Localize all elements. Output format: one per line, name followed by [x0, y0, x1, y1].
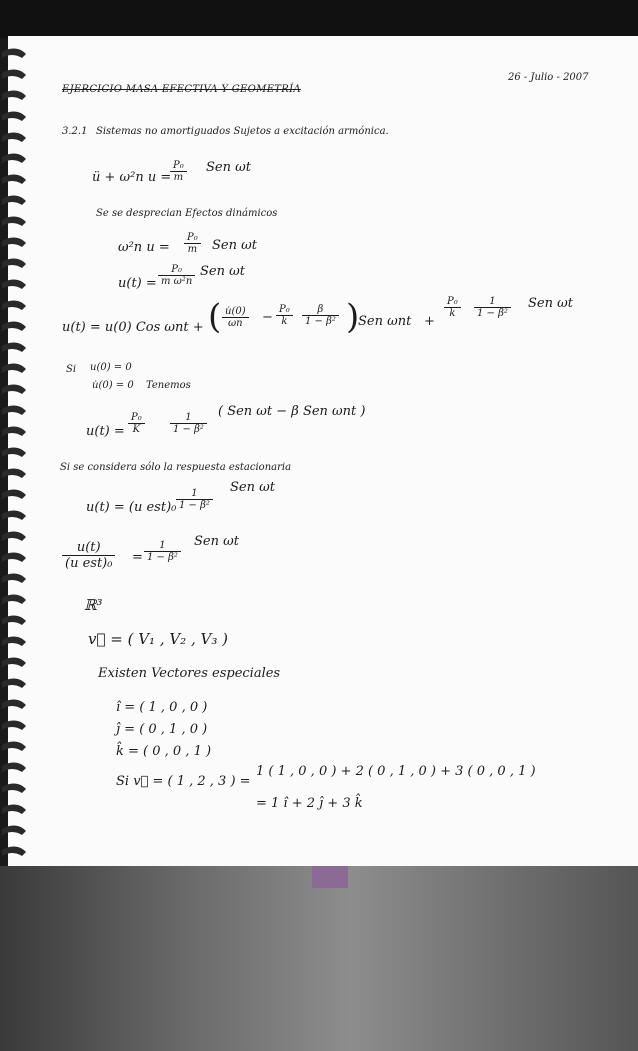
spiral-coil — [2, 720, 26, 730]
eq4-frac5-num: 1 — [474, 296, 511, 308]
spiral-coil — [2, 636, 26, 646]
spiral-coil — [2, 783, 26, 793]
header-date: 26 - Julio - 2007 — [508, 72, 589, 83]
spiral-coil — [2, 678, 26, 688]
eq2-den: m — [187, 244, 198, 255]
eq4-frac2-num: P₀ — [276, 304, 293, 316]
vector-v: v⃗ = ( V₁ , V₂ , V₃ ) — [88, 630, 228, 648]
cond-u0: u(0) = 0 — [90, 362, 132, 373]
eq2-rhs: Sen ωt — [212, 238, 257, 253]
spiral-coil — [2, 699, 26, 709]
eq7-frac2 — [144, 540, 181, 563]
eq3-num: P₀ — [158, 264, 195, 276]
note1: Se se desprecian Efectos dinámicos — [96, 208, 278, 219]
eq4-frac4-den: k — [449, 308, 456, 319]
eq4-frac3 — [302, 304, 339, 327]
eq1-num: P₀ — [170, 160, 187, 172]
header-title: EJERCICIO MASA EFECTIVA Y GEOMETRÍA — [62, 84, 301, 95]
eq4-minus: − — [262, 310, 273, 325]
spiral-coil — [2, 615, 26, 625]
spiral-coil — [2, 300, 26, 310]
eq5-frac2-den: 1 − β² — [173, 424, 204, 435]
spiral-coil — [2, 48, 26, 58]
spiral-coil — [2, 195, 26, 205]
cond-si: Si — [66, 364, 77, 375]
eq1-den: m — [173, 172, 184, 183]
eq5-frac2 — [170, 412, 207, 435]
spiral-coil — [2, 216, 26, 226]
notebook-page — [8, 36, 638, 866]
eq3-den: m ω²n — [161, 276, 193, 287]
section-number: 3.2.1 — [62, 126, 88, 137]
eq5-frac1-den: K — [132, 424, 141, 435]
eq4-frac4-num: P₀ — [444, 296, 461, 308]
spiral-coil — [2, 573, 26, 583]
spiral-coil — [2, 468, 26, 478]
eq5-frac1-num: P₀ — [128, 412, 145, 424]
section-heading: Sistemas no amortiguados Sujetos a excitación armónica. — [96, 126, 389, 137]
spiral-coil — [2, 321, 26, 331]
note2: Si se considera sólo la respuesta estacionaria — [60, 462, 292, 473]
notebook-tab — [312, 866, 348, 888]
eq4-frac2 — [276, 304, 293, 327]
cond-udot0: u̇(0) = 0 — [92, 380, 134, 391]
eq5-lhs: u(t) = — [86, 424, 125, 439]
si-line: Si v⃗ = ( 1 , 2 , 3 ) = — [116, 774, 251, 789]
eq4-frac1-den: ωn — [228, 318, 243, 329]
spiral-coil — [2, 405, 26, 415]
eq4-frac5-den: 1 − β² — [477, 308, 508, 319]
eq2-fraction — [184, 232, 201, 255]
eq4-frac5 — [474, 296, 511, 319]
eq4-frac4 — [444, 296, 461, 319]
spiral-coil — [2, 69, 26, 79]
scan-background — [0, 866, 638, 1051]
spiral-coil — [2, 111, 26, 121]
eq5-frac1 — [128, 412, 145, 435]
spiral-coil — [2, 174, 26, 184]
eq4-frac3-den: 1 − β² — [305, 316, 336, 327]
eq7-rhs: Sen ωt — [194, 534, 239, 549]
eq7-fraction — [62, 540, 115, 571]
eq6-num: 1 — [176, 488, 213, 500]
spiral-coil — [2, 342, 26, 352]
eq6-lhs: u(t) = (u est)₀ — [86, 500, 177, 515]
eq3-fraction — [158, 264, 195, 287]
spiral-coil — [2, 762, 26, 772]
eq4-open-paren: ( — [208, 297, 222, 337]
eq4-close-paren: ) — [346, 297, 360, 337]
scan-top-border — [0, 0, 638, 38]
spiral-coil — [2, 657, 26, 667]
eq7-den: (u est)₀ — [65, 556, 113, 571]
spiral-coil — [2, 510, 26, 520]
eq5-rhs: ( Sen ωt − β Sen ωnt ) — [218, 404, 366, 419]
eq6-den: 1 − β² — [179, 500, 210, 511]
unit-vector-k: k̂ = ( 0 , 0 , 1 ) — [116, 744, 212, 759]
unit-vector-i: î = ( 1 , 0 , 0 ) — [116, 700, 208, 715]
spiral-coil — [2, 132, 26, 142]
eq1-fraction — [170, 160, 187, 183]
result-line: = 1 î + 2 ĵ + 3 k̂ — [256, 796, 363, 811]
eq2-lhs: ω²n u = — [118, 240, 170, 255]
eq2-num: P₀ — [184, 232, 201, 244]
spiral-coil — [2, 363, 26, 373]
cond-tenemos: Tenemos — [146, 380, 191, 391]
spiral-coil — [2, 90, 26, 100]
spiral-coil — [2, 552, 26, 562]
r3-label: ℝ³ — [84, 596, 103, 614]
eq7-frac2-den: 1 − β² — [147, 552, 178, 563]
spiral-coil — [2, 426, 26, 436]
eq4-frac1 — [222, 306, 249, 329]
eq6-fraction — [176, 488, 213, 511]
spiral-coil — [2, 741, 26, 751]
eq4-frac1-num: u̇(0) — [222, 306, 249, 318]
unit-vector-j: ĵ = ( 0 , 1 , 0 ) — [116, 722, 208, 737]
spiral-coil — [2, 237, 26, 247]
spiral-coil — [2, 804, 26, 814]
spiral-coil — [2, 489, 26, 499]
spiral-coil — [2, 258, 26, 268]
eq1-rhs: Sen ωt — [206, 160, 251, 175]
spiral-coil — [2, 594, 26, 604]
eq4-lhs: u(t) = u(0) Cos ωnt + — [62, 320, 204, 335]
eq4-frac3-num: β — [302, 304, 339, 316]
eq6-rhs: Sen ωt — [230, 480, 275, 495]
eq7-eq: = — [132, 550, 143, 565]
eq5-frac2-num: 1 — [170, 412, 207, 424]
eq4-frac2-den: k — [281, 316, 288, 327]
eq4-after: Sen ωnt — [358, 314, 412, 329]
eq3-rhs: Sen ωt — [200, 264, 245, 279]
eq3-lhs: u(t) = — [118, 276, 157, 291]
spiral-binding-icon — [0, 40, 30, 870]
eq4-plus: + — [424, 314, 435, 329]
si-expand: 1 ( 1 , 0 , 0 ) + 2 ( 0 , 1 , 0 ) + 3 ( 0 , 0 , 1 ) — [256, 764, 536, 779]
spiral-coil — [2, 447, 26, 457]
eq1-lhs: ü + ω²n u = — [92, 170, 172, 185]
eq7-frac2-num: 1 — [144, 540, 181, 552]
spiral-coil — [2, 153, 26, 163]
spiral-coil — [2, 825, 26, 835]
existen-text: Existen Vectores especiales — [98, 666, 281, 681]
spiral-coil — [2, 384, 26, 394]
spiral-coil — [2, 531, 26, 541]
eq7-num: u(t) — [62, 540, 115, 556]
spiral-coil — [2, 846, 26, 856]
spiral-coil — [2, 279, 26, 289]
eq4-end: Sen ωt — [528, 296, 573, 311]
